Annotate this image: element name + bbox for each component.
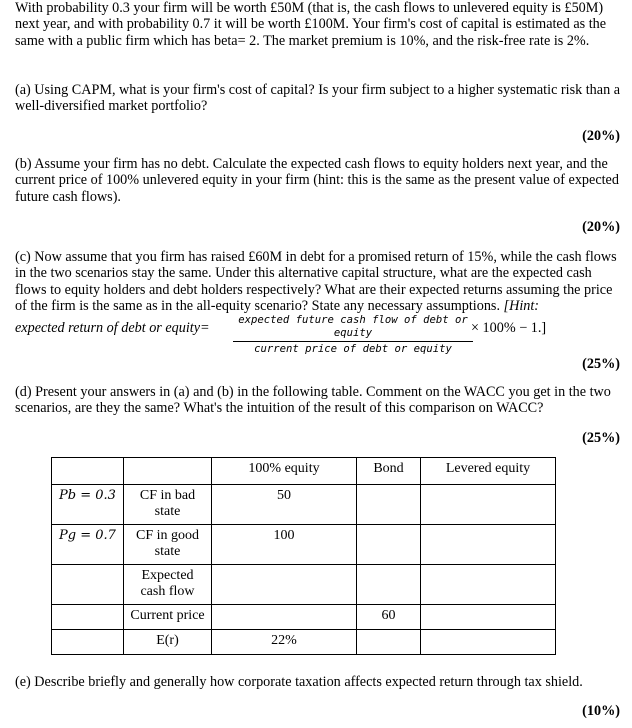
question-b: (b) Assume your firm has no debt. Calculate the expected cash flows to equity holders next year, and the current price of 100% unlevered equity in your firm (hint: this is the same as the present value of expected future cash flows). xyxy=(15,156,619,205)
table-row xyxy=(52,605,556,630)
table-cell xyxy=(52,630,124,655)
question-c-hint-open: [Hint: xyxy=(503,298,540,315)
question-c-hint-formula xyxy=(15,314,620,355)
table-cell xyxy=(357,565,421,605)
table-cell xyxy=(212,605,357,630)
table-cell xyxy=(421,485,556,525)
table-cell: Pg = 0.7 xyxy=(52,525,124,565)
table-row xyxy=(52,485,556,525)
table-cell xyxy=(421,565,556,605)
table-cell xyxy=(52,605,124,630)
table-cell xyxy=(421,525,556,565)
table-row xyxy=(52,525,556,565)
table-header-cell xyxy=(124,458,212,485)
question-a: (a) Using CAPM, what is your firm's cost of capital? Is your firm subject to a higher systematic risk than a well-diversified market portfolio? xyxy=(15,82,621,115)
hint-denominator: current price of debt or equity xyxy=(254,343,452,355)
table-cell xyxy=(52,565,124,605)
question-e: (e) Describe briefly and generally how corporate taxation affects expected return through tax shield. xyxy=(15,674,583,690)
table-header-row xyxy=(52,458,556,485)
table-row xyxy=(52,630,556,655)
hint-fraction xyxy=(233,314,473,356)
table-cell: 50 xyxy=(212,485,357,525)
question-c-text: (c) Now assume that you firm has raised £60M in debt for a promised return of 15%, while the cash flows in the two scenarios stay the same. Under this alternative capital structure, what are the expected cash flows to equity holders and debt holders respectively? What are their expected returns assuming the price of the firm is the same as in the all-equity scenario? State any necessary assumptions. xyxy=(15,249,617,315)
question-c xyxy=(15,249,620,315)
table-header-cell: Bond xyxy=(357,458,421,485)
table-header-cell xyxy=(52,458,124,485)
answer-table xyxy=(51,457,556,655)
question-c-marks: (25%) xyxy=(582,356,620,372)
table-cell: 60 xyxy=(357,605,421,630)
table-cell: CF in bad state xyxy=(124,485,212,525)
hint-tail: × 100% − 1.] xyxy=(471,320,547,336)
table-cell xyxy=(212,565,357,605)
table-cell xyxy=(357,485,421,525)
table-cell xyxy=(357,630,421,655)
question-d-marks: (25%) xyxy=(582,430,620,446)
hint-numerator: expected future cash flow of debt or equity xyxy=(233,314,473,342)
question-e-marks: (10%) xyxy=(582,703,620,719)
question-a-marks: (20%) xyxy=(582,128,620,144)
table-cell: Expected cash flow xyxy=(124,565,212,605)
table-cell xyxy=(357,525,421,565)
table-cell: CF in good state xyxy=(124,525,212,565)
table-cell: Pb = 0.3 xyxy=(52,485,124,525)
table-header-cell: 100% equity xyxy=(212,458,357,485)
question-b-marks: (20%) xyxy=(582,219,620,235)
hint-lead: expected return of debt or equity= xyxy=(15,320,210,336)
table-cell xyxy=(421,630,556,655)
table-cell xyxy=(421,605,556,630)
table-cell: 100 xyxy=(212,525,357,565)
table-cell: Current price xyxy=(124,605,212,630)
table-header-cell: Levered equity xyxy=(421,458,556,485)
table-row xyxy=(52,565,556,605)
intro-paragraph: With probability 0.3 your firm will be worth £50M (that is, the cash flows to unlevered equity is £50M) next year, and with probability 0.7 it will be worth £100M. Your firm's cost of capital is estimated as the same with a public firm which has beta= 2. The market premium is 10%, and the risk-free rate is 2%. xyxy=(15,0,607,49)
table-cell: 22% xyxy=(212,630,357,655)
table-cell: E(r) xyxy=(124,630,212,655)
question-d: (d) Present your answers in (a) and (b) in the following table. Comment on the WACC you get in the two scenarios, are they the same? What's the intuition of the result of this comparison on WACC? xyxy=(15,384,611,417)
